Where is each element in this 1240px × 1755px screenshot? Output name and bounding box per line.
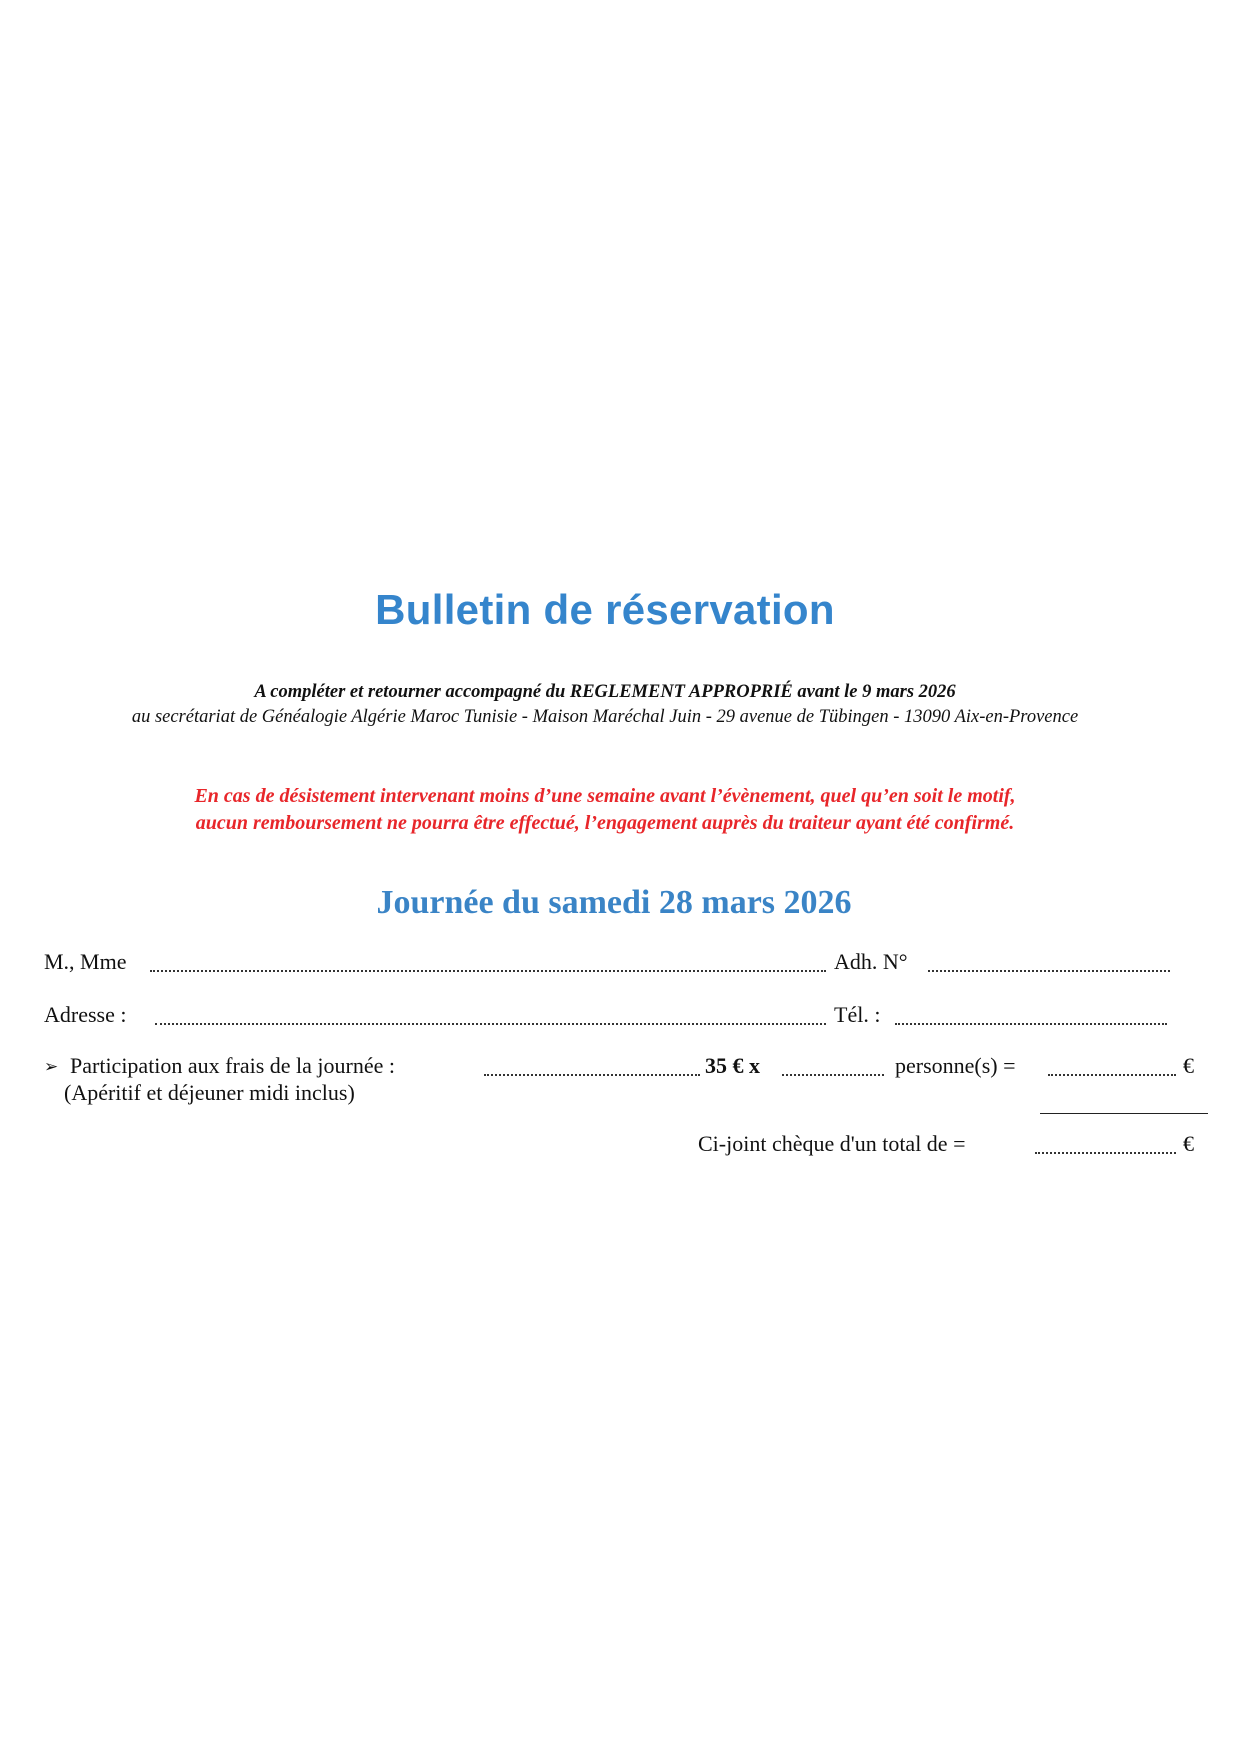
subtotal-field[interactable] [1048,1074,1176,1076]
total-euro-sign: € [1183,1131,1194,1156]
total-field[interactable] [1035,1152,1176,1154]
secretariat-address: au secrétariat de Généalogie Algérie Maroc Tunisie - Maison Maréchal Juin - 29 avenue de Tübingen - 13090 Aix-en-Provence [131,707,1079,727]
name-label: M., Mme [44,949,127,974]
address-label: Adresse : [44,1002,127,1027]
cancellation-warning-line2: aucun remboursement ne pourra être effectué, l’engagement auprès du traiteur ayant été confirmé. [195,812,1015,834]
cancellation-warning-line1: En cas de désistement intervenant moins d’une semaine avant l’évènement, quel qu’en soit le motif, [194,785,1016,807]
address-field[interactable] [155,1023,826,1025]
member-number-label: Adh. N° [834,949,908,974]
phone-label: Tél. : [834,1002,881,1027]
total-label: Ci-joint chèque d'un total de = [698,1131,966,1156]
page-title: Bulletin de réservation [375,586,835,633]
included-note: (Apéritif et déjeuner midi inclus) [64,1080,355,1105]
instruction-text-b: REGLEMENT APPROPRIÉ [569,682,793,702]
euro-sign: € [1183,1053,1194,1078]
participation-dots [484,1074,700,1076]
instruction-text-a: A compléter et retourner accompagné du [254,682,570,702]
member-number-field[interactable] [928,970,1170,972]
arrow-bullet-icon: ➢ [44,1057,59,1077]
instruction-text-c: avant le 9 mars 2026 [792,682,956,702]
price-per-person: 35 € x [705,1053,760,1078]
subtotal-underline [1040,1113,1208,1114]
phone-field[interactable] [895,1023,1167,1025]
return-instructions [0,682,1210,703]
event-date-heading: Journée du samedi 28 mars 2026 [376,884,852,921]
persons-count-field[interactable] [782,1074,884,1076]
participation-label: Participation aux frais de la journée : [70,1053,395,1078]
persons-label: personne(s) = [895,1053,1016,1078]
name-field[interactable] [150,970,826,972]
